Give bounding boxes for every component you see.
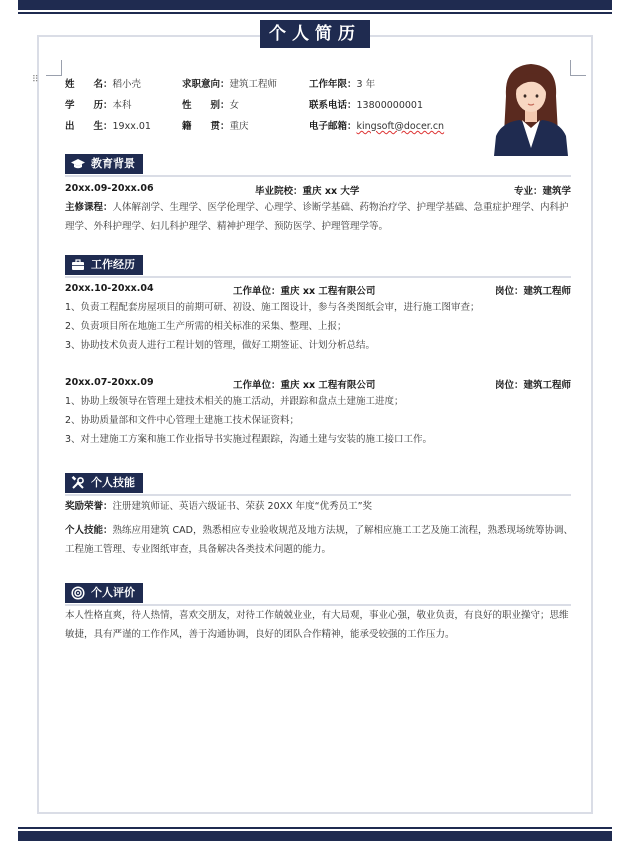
section-evaluation — [65, 583, 571, 603]
section-tag-work — [65, 255, 143, 275]
drag-handle-icon[interactable]: ⠿ — [32, 75, 40, 85]
info-phone: 联系电话：13800000001 — [309, 100, 424, 111]
bottom-band — [18, 831, 612, 841]
corner-mark-left — [46, 60, 62, 76]
job-duty: 2、负责项目所在地施工生产所需的相关标准的采集、整理、上报； — [65, 321, 347, 332]
section-education — [65, 154, 571, 174]
tools-icon — [71, 476, 85, 490]
section-title-work: 工作经历 — [91, 258, 135, 271]
section-title-skills: 个人技能 — [91, 476, 135, 489]
email-link[interactable]: kingsoft@docer.cn — [356, 121, 445, 132]
info-job: 求职意向：建筑工程师 — [182, 79, 278, 90]
education-row: 20xx.09-20xx.06 毕业院校：重庆 xx 大学 专业：建筑学 — [65, 183, 571, 197]
education-courses: 主修课程：人体解剖学、生理学、医学伦理学、心理学、诊断学基础、药物治疗学、护理学基础、急重症护理学、内科护理学、外科护理学、妇儿科护理学、精神护理学、预防医学、护理管理学等。 — [65, 202, 569, 232]
job-position: 建筑工程师 — [523, 380, 571, 391]
avatar-illustration — [492, 56, 570, 156]
section-title-education: 教育背景 — [91, 157, 135, 170]
section-work — [65, 255, 571, 275]
graduation-cap-icon — [71, 157, 85, 171]
top-band — [18, 0, 612, 10]
education-school: 重庆 xx 大学 — [302, 186, 360, 197]
skills-awards: 奖励荣誉：注册建筑师证、英语六级证书、荣获 20XX 年度“优秀员工”奖 — [65, 501, 373, 512]
briefcase-icon — [71, 258, 85, 272]
info-email: 电子邮箱：kingsoft@docer.cn — [309, 121, 445, 132]
section-tag-education — [65, 154, 143, 174]
job-duty: 3、协助技术负责人进行工程计划的管理，做好工期签证、计划分析总结。 — [65, 340, 376, 351]
job-duty: 3、对土建施工方案和施工作业指导书实施过程跟踪，沟通土建与安装的施工接口工作。 — [65, 434, 433, 445]
section-tag-skills — [65, 473, 143, 493]
job-row: 20xx.10-20xx.04 工作单位：重庆 xx 工程有限公司 岗位：建筑工程师 — [65, 283, 571, 297]
job-company: 重庆 xx 工程有限公司 — [280, 286, 376, 297]
info-birth: 出 生：19xx.01 — [65, 121, 151, 132]
job-period: 20xx.10-20xx.04 — [65, 283, 154, 294]
section-skills — [65, 473, 571, 493]
section-title-evaluation: 个人评价 — [91, 586, 135, 599]
section-rule — [65, 175, 571, 177]
top-line — [18, 12, 612, 14]
job-company: 重庆 xx 工程有限公司 — [280, 380, 376, 391]
education-period: 20xx.09-20xx.06 — [65, 183, 154, 194]
avatar — [492, 56, 570, 156]
section-rule — [65, 494, 571, 496]
education-major: 建筑学 — [542, 186, 571, 197]
job-duty: 2、协助质量部和文件中心管理土建施工技术保证资料； — [65, 415, 300, 426]
info-gender: 性 别：女 — [182, 100, 240, 111]
job-position: 建筑工程师 — [523, 286, 571, 297]
target-icon — [71, 586, 85, 600]
job-period: 20xx.07-20xx.09 — [65, 377, 154, 388]
job-row: 20xx.07-20xx.09 工作单位：重庆 xx 工程有限公司 岗位：建筑工程师 — [65, 377, 571, 391]
info-origin: 籍 贯：重庆 — [182, 121, 249, 132]
page-title: 个人简历 — [260, 20, 370, 48]
section-tag-evaluation — [65, 583, 143, 603]
info-edu: 学 历：本科 — [65, 100, 132, 111]
info-years: 工作年限：3 年 — [309, 79, 376, 90]
corner-mark-right — [570, 60, 586, 76]
bottom-line — [18, 827, 612, 829]
skills-text: 个人技能：熟练应用建筑 CAD，熟悉相应专业验收规范及地方法规，了解相应施工工艺及施工流程，熟悉现场统筹协调、工程施工管理、专业图纸审查，具备解决各类技术问题的能力。 — [65, 525, 573, 555]
info-name: 姓 名：稻小壳 — [65, 79, 142, 90]
job-duty: 1、协助上级领导在管理土建技术相关的施工活动，并跟踪和盘点土建施工进度； — [65, 396, 404, 407]
section-rule — [65, 276, 571, 278]
job-duty: 1、负责工程配套房屋项目的前期可研、初设、施工图设计，参与各类图纸会审，进行施工图审查； — [65, 302, 480, 313]
evaluation-text: 本人性格直爽，待人热情，喜欢交朋友，对待工作兢兢业业，有大局观，事业心强，敬业负责，有良好的职业操守；思维敏捷，具有严谨的工作作风，善于沟通协调，良好的团队合作精神，能承受较强的工作压力。 — [65, 610, 569, 640]
